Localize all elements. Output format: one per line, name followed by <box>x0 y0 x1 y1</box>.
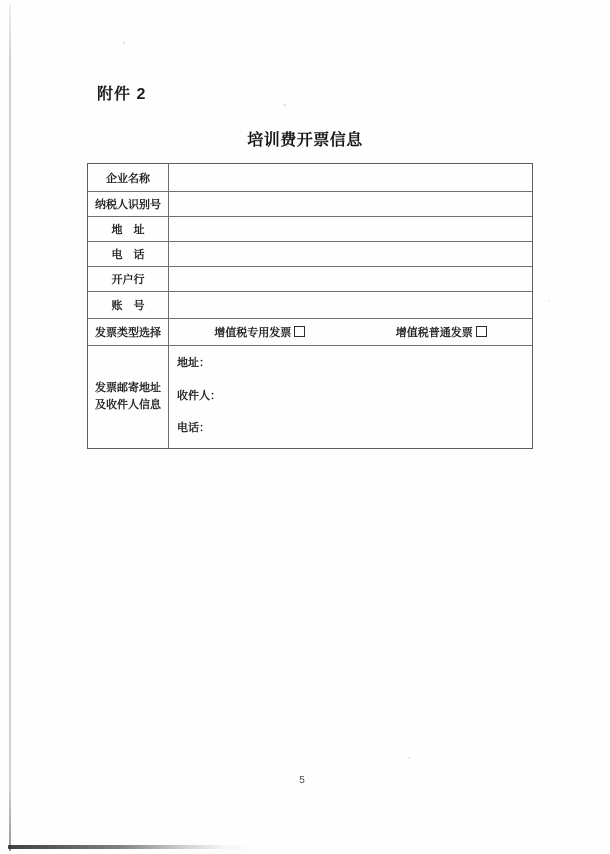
table-row <box>88 266 532 291</box>
scan-speck <box>408 757 410 759</box>
checkbox-unchecked-icon <box>476 326 487 337</box>
table-row <box>88 164 532 191</box>
table-row-invoice-type <box>88 318 532 345</box>
option-vat-general-invoice: 增值税普通发票 <box>351 324 533 340</box>
scan-speck <box>548 300 550 302</box>
table-row <box>88 291 532 318</box>
row-label-bank: 开户行 <box>88 267 169 291</box>
table-row <box>88 191 532 216</box>
checkbox-unchecked-icon <box>294 326 305 337</box>
row-value-bank <box>169 267 532 291</box>
row-value-account <box>169 292 532 318</box>
mailing-field-phone: 电话： <box>177 422 210 434</box>
row-label-phone: 电 话 <box>88 242 169 266</box>
option-vat-special-invoice: 增值税专用发票 <box>169 324 351 340</box>
invoice-info-table <box>87 163 533 449</box>
attachment-label: 附件 2 <box>97 86 147 103</box>
table-row <box>88 216 532 241</box>
row-label-address: 地 址 <box>88 217 169 241</box>
scan-speck <box>123 42 125 44</box>
row-value-phone <box>169 242 532 266</box>
mailing-label-line2: 及收件人信息 <box>95 399 161 411</box>
document-title: 培训费开票信息 <box>247 132 363 149</box>
mailing-label-line1: 发票邮寄地址 <box>95 382 161 394</box>
row-label-invoice-type: 发票类型选择 <box>88 319 169 345</box>
scan-speck <box>283 104 286 106</box>
mailing-field-recipient: 收件人： <box>177 389 221 402</box>
invoice-type-options <box>169 319 532 345</box>
table-row <box>88 241 532 266</box>
page-number: 5 <box>299 775 305 786</box>
row-label-account: 账 号 <box>88 292 169 318</box>
scan-shadow-artifact <box>8 845 253 849</box>
mailing-fields <box>169 346 532 448</box>
row-value-taxpayer-id <box>169 192 532 216</box>
row-label-company-name: 企业名称 <box>88 164 169 191</box>
row-label-mailing-info <box>88 346 169 448</box>
row-value-company-name <box>169 164 532 191</box>
table-row-mailing-info <box>88 345 532 448</box>
mailing-field-address: 地址： <box>177 357 210 369</box>
row-value-address <box>169 217 532 241</box>
row-label-taxpayer-id: 纳税人识别号 <box>88 192 169 216</box>
